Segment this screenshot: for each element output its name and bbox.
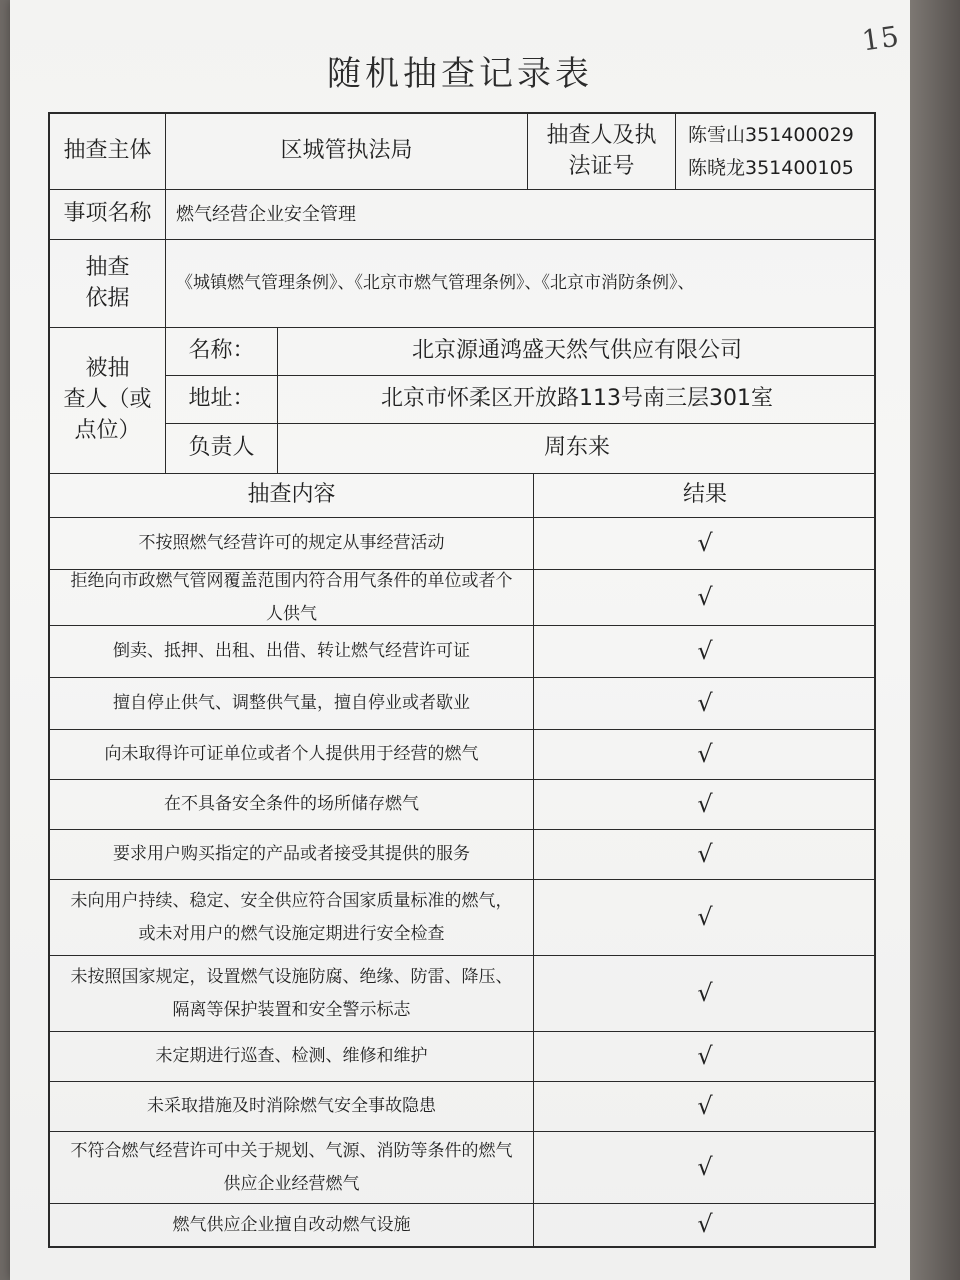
check-item: 未定期进行巡查、检测、维修和维护 [50, 1032, 534, 1082]
inspector-1: 陈雪山351400029 [688, 124, 854, 147]
inspection-form [48, 112, 876, 1248]
check-item: 要求用户购买指定的产品或者接受其提供的服务 [50, 830, 534, 880]
check-result: √ [534, 780, 876, 830]
inspected-label-line1: 被抽 [85, 356, 130, 382]
check-item: 不符合燃气经营许可中关于规划、气源、消防等条件的燃气供应企业经营燃气 [50, 1132, 534, 1204]
inspected-label-line3: 点位） [74, 417, 141, 443]
address-value: 北京市怀柔区开放路113号南三层301室 [278, 376, 876, 424]
inspected-label [50, 328, 166, 474]
basis-label [50, 240, 166, 328]
inspector-label-line2: 法证号 [568, 153, 635, 179]
form-title: 随机抽查记录表 [327, 54, 593, 94]
content-header: 抽查内容 [50, 474, 534, 518]
check-item: 擅自停止供气、调整供气量，擅自停业或者歇业 [50, 678, 534, 730]
subject-value: 区城管执法局 [166, 114, 528, 190]
basis-label-line2: 依据 [85, 285, 130, 311]
basis-label-line1: 抽查 [85, 254, 130, 280]
check-result: √ [534, 626, 876, 678]
name-value: 北京源通鸿盛天然气供应有限公司 [278, 328, 876, 376]
check-result: √ [534, 1132, 876, 1204]
name-label: 名称： [166, 328, 278, 376]
check-result: √ [534, 830, 876, 880]
basis-value: 《城镇燃气管理条例》、《北京市燃气管理条例》、《北京市消防条例》、 [166, 240, 876, 328]
check-result: √ [534, 1032, 876, 1082]
inspected-label-line2: 查人（或 [63, 387, 152, 413]
paper-sheet [10, 0, 910, 1280]
check-result: √ [534, 880, 876, 956]
check-result: √ [534, 518, 876, 570]
check-item: 未采取措施及时消除燃气安全事故隐患 [50, 1082, 534, 1132]
check-result: √ [534, 1082, 876, 1132]
check-result: √ [697, 1210, 713, 1239]
subject-label: 抽查主体 [50, 114, 166, 190]
person-value: 周东来 [278, 424, 876, 474]
check-item: 燃气供应企业擅自改动燃气设施 [50, 1204, 534, 1246]
inspector-label-line1: 抽查人及执 [546, 122, 657, 148]
check-item: 未向用户持续、稳定、安全供应符合国家质量标准的燃气，或未对用户的燃气设施定期进行安全检查 [50, 880, 534, 956]
check-item: 不按照燃气经营许可的规定从事经营活动 [50, 518, 534, 570]
inspector-2: 陈晓龙351400105 [688, 156, 854, 179]
page-number-mark: 15 [859, 19, 902, 58]
check-item: 拒绝向市政燃气管网覆盖范围内符合用气条件的单位或者个人供气 [50, 570, 534, 626]
check-result: √ [534, 730, 876, 780]
table-edge-background [910, 0, 960, 1280]
address-label: 地址： [166, 376, 278, 424]
item-label: 事项名称 [50, 190, 166, 240]
check-result: √ [534, 678, 876, 730]
check-item: 倒卖、抵押、出租、出借、转让燃气经营许可证 [50, 626, 534, 678]
check-item: 向未取得许可证单位或者个人提供用于经营的燃气 [50, 730, 534, 780]
check-result: √ [534, 570, 876, 626]
item-value: 燃气经营企业安全管理 [166, 190, 876, 240]
check-item: 在不具备安全条件的场所储存燃气 [50, 780, 534, 830]
check-item: 未按照国家规定，设置燃气设施防腐、绝缘、防雷、降压、隔离等保护装置和安全警示标志 [50, 956, 534, 1032]
check-result: √ [534, 956, 876, 1032]
person-label: 负责人 [166, 424, 278, 474]
result-header: 结果 [534, 474, 876, 518]
inspector-list [676, 114, 876, 190]
inspector-label [528, 114, 676, 190]
